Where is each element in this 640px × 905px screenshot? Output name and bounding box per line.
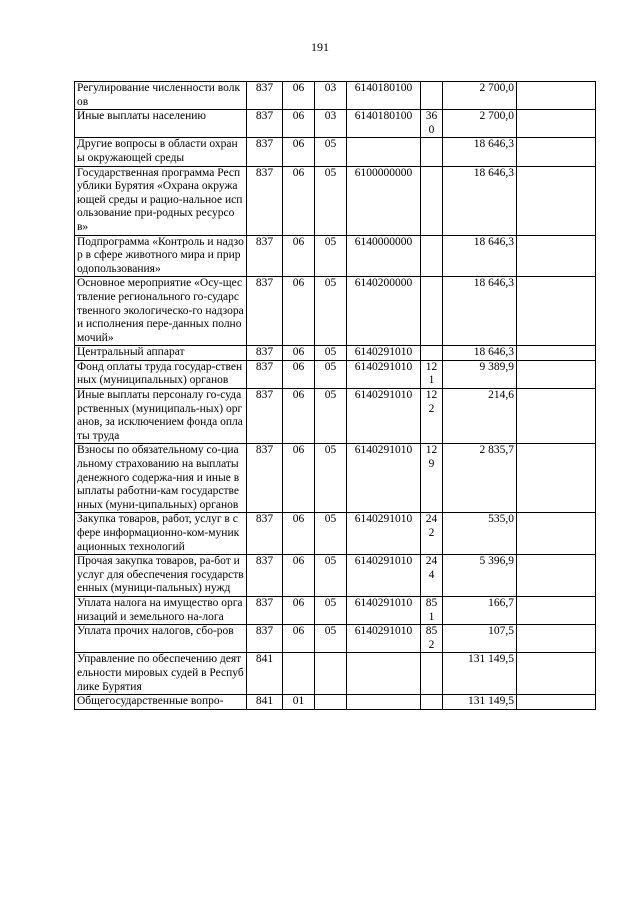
row-target-article: 6140291010 xyxy=(347,389,421,444)
row-subsection-code: 05 xyxy=(315,138,347,166)
row-expense-type: 851 xyxy=(421,596,443,624)
row-section-code: 06 xyxy=(283,389,315,444)
row-section-code: 06 xyxy=(283,513,315,555)
row-empty-cell xyxy=(517,82,596,110)
row-target-article xyxy=(347,653,421,695)
table-row xyxy=(75,596,596,624)
table-row xyxy=(75,555,596,597)
row-name: Государственная программа Республики Бурятия «Охрана окружающей среды и рацио-нальное использование при-родных ресурсов» xyxy=(75,166,247,235)
row-subsection-code xyxy=(315,653,347,695)
row-name: Иные выплаты населению xyxy=(75,110,247,138)
row-name: Фонд оплаты труда государ-ственных (муниципальных) органов xyxy=(75,360,247,388)
row-name: Общегосударственные вопро- xyxy=(75,695,247,710)
row-ministry-code: 837 xyxy=(247,138,283,166)
row-name: Взносы по обязательному со-циальному страхованию на выплаты денежного содержа-ния и иные выплаты работни-кам государственных (муни-ципальных) органов xyxy=(75,444,247,513)
row-section-code: 06 xyxy=(283,625,315,653)
row-section-code: 06 xyxy=(283,82,315,110)
row-subsection-code: 03 xyxy=(315,82,347,110)
row-section-code: 06 xyxy=(283,360,315,388)
row-ministry-code: 837 xyxy=(247,110,283,138)
row-empty-cell xyxy=(517,695,596,710)
row-target-article: 6140291010 xyxy=(347,360,421,388)
row-subsection-code: 05 xyxy=(315,235,347,277)
row-empty-cell xyxy=(517,277,596,346)
row-empty-cell xyxy=(517,596,596,624)
row-amount: 214,6 xyxy=(443,389,517,444)
row-target-article: 6140291010 xyxy=(347,555,421,597)
row-target-article: 6140291010 xyxy=(347,625,421,653)
row-target-article: 6140291010 xyxy=(347,346,421,361)
row-ministry-code: 837 xyxy=(247,625,283,653)
row-section-code: 06 xyxy=(283,277,315,346)
table-row xyxy=(75,110,596,138)
row-section-code: 06 xyxy=(283,235,315,277)
row-target-article: 6140291010 xyxy=(347,444,421,513)
row-ministry-code: 837 xyxy=(247,555,283,597)
row-ministry-code: 837 xyxy=(247,389,283,444)
table-row xyxy=(75,166,596,235)
row-ministry-code: 837 xyxy=(247,235,283,277)
row-target-article: 6140180100 xyxy=(347,110,421,138)
row-expense-type: 244 xyxy=(421,555,443,597)
row-amount: 2 700,0 xyxy=(443,110,517,138)
row-section-code: 06 xyxy=(283,596,315,624)
row-amount: 18 646,3 xyxy=(443,277,517,346)
row-empty-cell xyxy=(517,346,596,361)
row-target-article xyxy=(347,695,421,710)
row-amount: 18 646,3 xyxy=(443,235,517,277)
table-row xyxy=(75,138,596,166)
table-row xyxy=(75,444,596,513)
row-amount: 5 396,9 xyxy=(443,555,517,597)
row-name: Управление по обеспечению деятельности мировых судей в Республике Бурятия xyxy=(75,653,247,695)
row-section-code: 06 xyxy=(283,346,315,361)
row-section-code: 06 xyxy=(283,110,315,138)
row-expense-type: 852 xyxy=(421,625,443,653)
row-subsection-code: 05 xyxy=(315,596,347,624)
row-subsection-code: 05 xyxy=(315,625,347,653)
row-target-article: 6140200000 xyxy=(347,277,421,346)
table-row xyxy=(75,513,596,555)
row-amount: 131 149,5 xyxy=(443,695,517,710)
row-subsection-code: 05 xyxy=(315,360,347,388)
row-name: Другие вопросы в области охраны окружающей среды xyxy=(75,138,247,166)
row-amount: 2 835,7 xyxy=(443,444,517,513)
row-ministry-code: 837 xyxy=(247,277,283,346)
row-name: Прочая закупка товаров, ра-бот и услуг для обеспечения государственных (муници-пальных) нужд xyxy=(75,555,247,597)
row-amount: 166,7 xyxy=(443,596,517,624)
row-amount: 107,5 xyxy=(443,625,517,653)
row-ministry-code: 841 xyxy=(247,653,283,695)
row-target-article: 6140180100 xyxy=(347,82,421,110)
row-ministry-code: 837 xyxy=(247,513,283,555)
table-row xyxy=(75,389,596,444)
row-subsection-code: 05 xyxy=(315,389,347,444)
row-section-code: 06 xyxy=(283,444,315,513)
table-row xyxy=(75,82,596,110)
row-amount: 131 149,5 xyxy=(443,653,517,695)
row-expense-type xyxy=(421,235,443,277)
page-number: 191 xyxy=(311,40,329,54)
row-expense-type: 122 xyxy=(421,389,443,444)
row-subsection-code: 05 xyxy=(315,166,347,235)
table-row xyxy=(75,235,596,277)
table-row xyxy=(75,360,596,388)
row-subsection-code: 05 xyxy=(315,513,347,555)
row-empty-cell xyxy=(517,110,596,138)
row-target-article: 6100000000 xyxy=(347,166,421,235)
row-target-article: 6140291010 xyxy=(347,596,421,624)
row-empty-cell xyxy=(517,625,596,653)
row-section-code: 06 xyxy=(283,138,315,166)
row-ministry-code: 837 xyxy=(247,82,283,110)
table-row xyxy=(75,277,596,346)
row-expense-type xyxy=(421,346,443,361)
row-empty-cell xyxy=(517,360,596,388)
row-name: Уплата налога на имущество организаций и земельного на-лога xyxy=(75,596,247,624)
row-empty-cell xyxy=(517,235,596,277)
row-expense-type xyxy=(421,653,443,695)
row-name: Регулирование численности волков xyxy=(75,82,247,110)
row-subsection-code: 05 xyxy=(315,555,347,597)
row-subsection-code: 05 xyxy=(315,277,347,346)
row-name: Основное мероприятие «Осу-ществление регионального го-сударственного экологическо-го надзора и исполнения пере-данных полномочий» xyxy=(75,277,247,346)
row-section-code: 01 xyxy=(283,695,315,710)
budget-table xyxy=(74,81,596,710)
table-row xyxy=(75,625,596,653)
row-amount: 535,0 xyxy=(443,513,517,555)
row-section-code: 06 xyxy=(283,166,315,235)
row-name: Подпрограмма «Контроль и надзор в сфере животного мира и природопользования» xyxy=(75,235,247,277)
row-amount: 2 700,0 xyxy=(443,82,517,110)
row-amount: 18 646,3 xyxy=(443,346,517,361)
row-subsection-code: 05 xyxy=(315,346,347,361)
table-row xyxy=(75,346,596,361)
row-amount: 18 646,3 xyxy=(443,166,517,235)
row-subsection-code: 05 xyxy=(315,444,347,513)
row-ministry-code: 841 xyxy=(247,695,283,710)
row-expense-type xyxy=(421,166,443,235)
row-target-article: 6140000000 xyxy=(347,235,421,277)
row-name: Центральный аппарат xyxy=(75,346,247,361)
row-ministry-code: 837 xyxy=(247,360,283,388)
row-empty-cell xyxy=(517,513,596,555)
row-name: Иные выплаты персоналу го-сударственных (муниципаль-ных) органов, за исключением фонда оплаты труда xyxy=(75,389,247,444)
row-empty-cell xyxy=(517,166,596,235)
row-empty-cell xyxy=(517,653,596,695)
row-empty-cell xyxy=(517,389,596,444)
row-expense-type xyxy=(421,695,443,710)
row-ministry-code: 837 xyxy=(247,596,283,624)
table-row xyxy=(75,653,596,695)
row-expense-type: 242 xyxy=(421,513,443,555)
row-target-article: 6140291010 xyxy=(347,513,421,555)
row-ministry-code: 837 xyxy=(247,346,283,361)
row-subsection-code: 03 xyxy=(315,110,347,138)
row-expense-type xyxy=(421,277,443,346)
row-name: Закупка товаров, работ, услуг в сфере информационно-ком-муникационных технологий xyxy=(75,513,247,555)
row-ministry-code: 837 xyxy=(247,166,283,235)
row-subsection-code xyxy=(315,695,347,710)
row-section-code: 06 xyxy=(283,555,315,597)
row-section-code xyxy=(283,653,315,695)
row-expense-type: 121 xyxy=(421,360,443,388)
row-name: Уплата прочих налогов, сбо-ров xyxy=(75,625,247,653)
row-empty-cell xyxy=(517,138,596,166)
row-empty-cell xyxy=(517,555,596,597)
row-expense-type xyxy=(421,138,443,166)
row-expense-type xyxy=(421,82,443,110)
row-ministry-code: 837 xyxy=(247,444,283,513)
row-target-article xyxy=(347,138,421,166)
table-row xyxy=(75,695,596,710)
row-empty-cell xyxy=(517,444,596,513)
row-expense-type: 360 xyxy=(421,110,443,138)
row-amount: 18 646,3 xyxy=(443,138,517,166)
row-amount: 9 389,9 xyxy=(443,360,517,388)
row-expense-type: 129 xyxy=(421,444,443,513)
